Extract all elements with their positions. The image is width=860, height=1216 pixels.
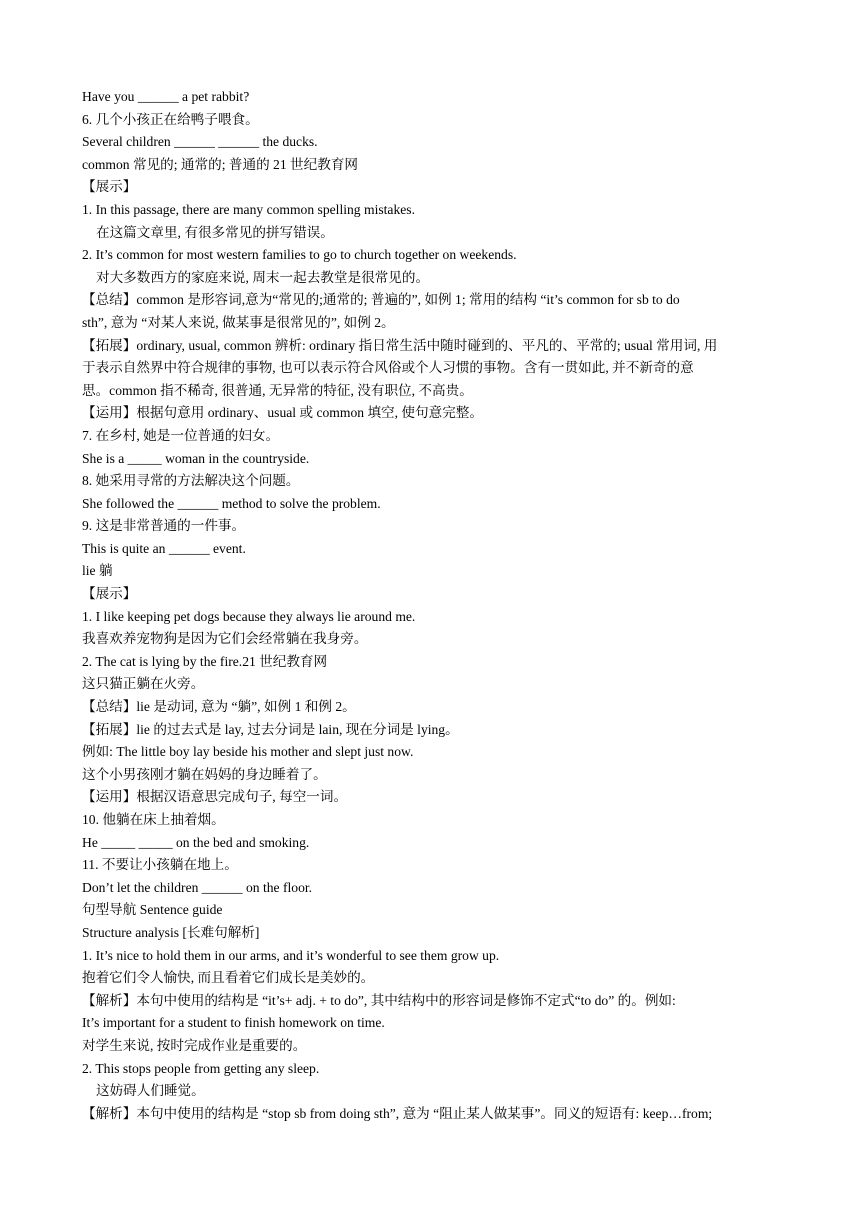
text-line: 1. It’s nice to hold them in our arms, and it’s wonderful to see them grow up.: [82, 947, 500, 963]
text-line: 11. 不要让小孩躺在地上。: [82, 857, 238, 873]
text-line: She followed the ______ method to solve the problem.: [82, 495, 381, 511]
document-body: [82, 86, 782, 1125]
text-line: Don’t let the children ______ on the floor.: [82, 879, 313, 895]
text-line: 我喜欢养宠物狗是因为它们会经常躺在我身旁。: [82, 631, 368, 647]
text-line: 对学生来说, 按时完成作业是重要的。: [82, 1037, 307, 1053]
text-line: 【解析】本句中使用的结构是 “it’s+ adj. + to do”, 其中结构中的形容词是修饰不定式“to do” 的。例如:: [82, 992, 676, 1008]
text-line: 这妨碍人们睡觉。: [96, 1083, 205, 1099]
text-line: 思。common 指不稀奇, 很普通, 无异常的特征, 没有职位, 不高贵。: [82, 382, 473, 398]
text-line: 例如: The little boy lay beside his mother and slept just now.: [82, 744, 414, 760]
text-line: 这只猫正躺在火旁。: [82, 676, 205, 692]
text-line: 9. 这是非常普通的一件事。: [82, 518, 246, 534]
text-line: 抱着它们令人愉快, 而且看着它们成长是美妙的。: [82, 970, 375, 986]
text-line: 10. 他躺在床上抽着烟。: [82, 812, 225, 827]
text-line: 【解析】本句中使用的结构是 “stop sb from doing sth”, 意为 “阻止某人做某事”。同义的短语有: keep…from;: [82, 1105, 713, 1121]
text-line: 2. This stops people from getting any sleep.: [82, 1060, 320, 1076]
text-line: 【运用】根据汉语意思完成句子, 每空一词。: [82, 789, 348, 805]
text-line: 【拓展】lie 的过去式是 lay, 过去分词是 lain, 现在分词是 lying。: [82, 721, 459, 737]
text-line: Several children ______ ______ the ducks.: [82, 134, 318, 150]
text-line: sth”, 意为 “对某人来说, 做某事是很常见的”, 如例 2。: [82, 314, 395, 330]
text-line: 2. The cat is lying by the fire.21 世纪教育网: [82, 653, 328, 669]
text-line: lie 躺: [82, 563, 113, 579]
text-line: He _____ _____ on the bed and smoking.: [82, 834, 310, 850]
text-line: 【展示】: [82, 179, 137, 195]
text-line: 6. 几个小孩正在给鸭子喂食。: [82, 111, 259, 127]
text-line: 【展示】: [82, 586, 137, 602]
text-line: common 常见的; 通常的; 普通的 21 世纪教育网: [82, 156, 359, 172]
text-line: 在这篇文章里, 有很多常见的拼写错误。: [96, 224, 334, 240]
text-line: 【拓展】ordinary, usual, common 辨析: ordinary 指日常生活中随时碰到的、平凡的、平常的; usual 常用词, 用: [82, 337, 718, 353]
text-line: 【总结】common 是形容词,意为“常见的;通常的; 普遍的”, 如例 1; 常用的结构 “it’s common for sb to do: [82, 292, 680, 308]
text-line: 这个小男孩刚才躺在妈妈的身边睡着了。: [82, 766, 327, 782]
text-line: This is quite an ______ event.: [82, 540, 246, 556]
text-line: It’s important for a student to finish homework on time.: [82, 1015, 385, 1031]
text-line: Structure analysis [长难句解析]: [82, 924, 260, 940]
text-line: 1. I like keeping pet dogs because they always lie around me.: [82, 608, 416, 624]
text-line: 2. It’s common for most western families to go to church together on weekends.: [82, 247, 517, 263]
text-line: 于表示自然界中符合规律的事物, 也可以表示符合风俗或个人习惯的事物。含有一贯如此, 并不新奇的意: [82, 360, 694, 376]
text-line: 对大多数西方的家庭来说, 周末一起去教堂是很常见的。: [96, 269, 430, 285]
text-line: 1. In this passage, there are many common spelling mistakes.: [82, 201, 415, 217]
text-line: She is a _____ woman in the countryside.: [82, 450, 310, 466]
text-line: 8. 她采用寻常的方法解决这个问题。: [82, 473, 300, 489]
text-line: Have you ______ a pet rabbit?: [82, 89, 250, 104]
text-line: 【运用】根据句意用 ordinary、usual 或 common 填空, 使句意完整。: [82, 405, 483, 421]
text-line: 句型导航 Sentence guide: [82, 902, 223, 918]
text-line: 7. 在乡村, 她是一位普通的妇女。: [82, 427, 280, 443]
text-line: 【总结】lie 是动词, 意为 “躺”, 如例 1 和例 2。: [82, 699, 356, 715]
